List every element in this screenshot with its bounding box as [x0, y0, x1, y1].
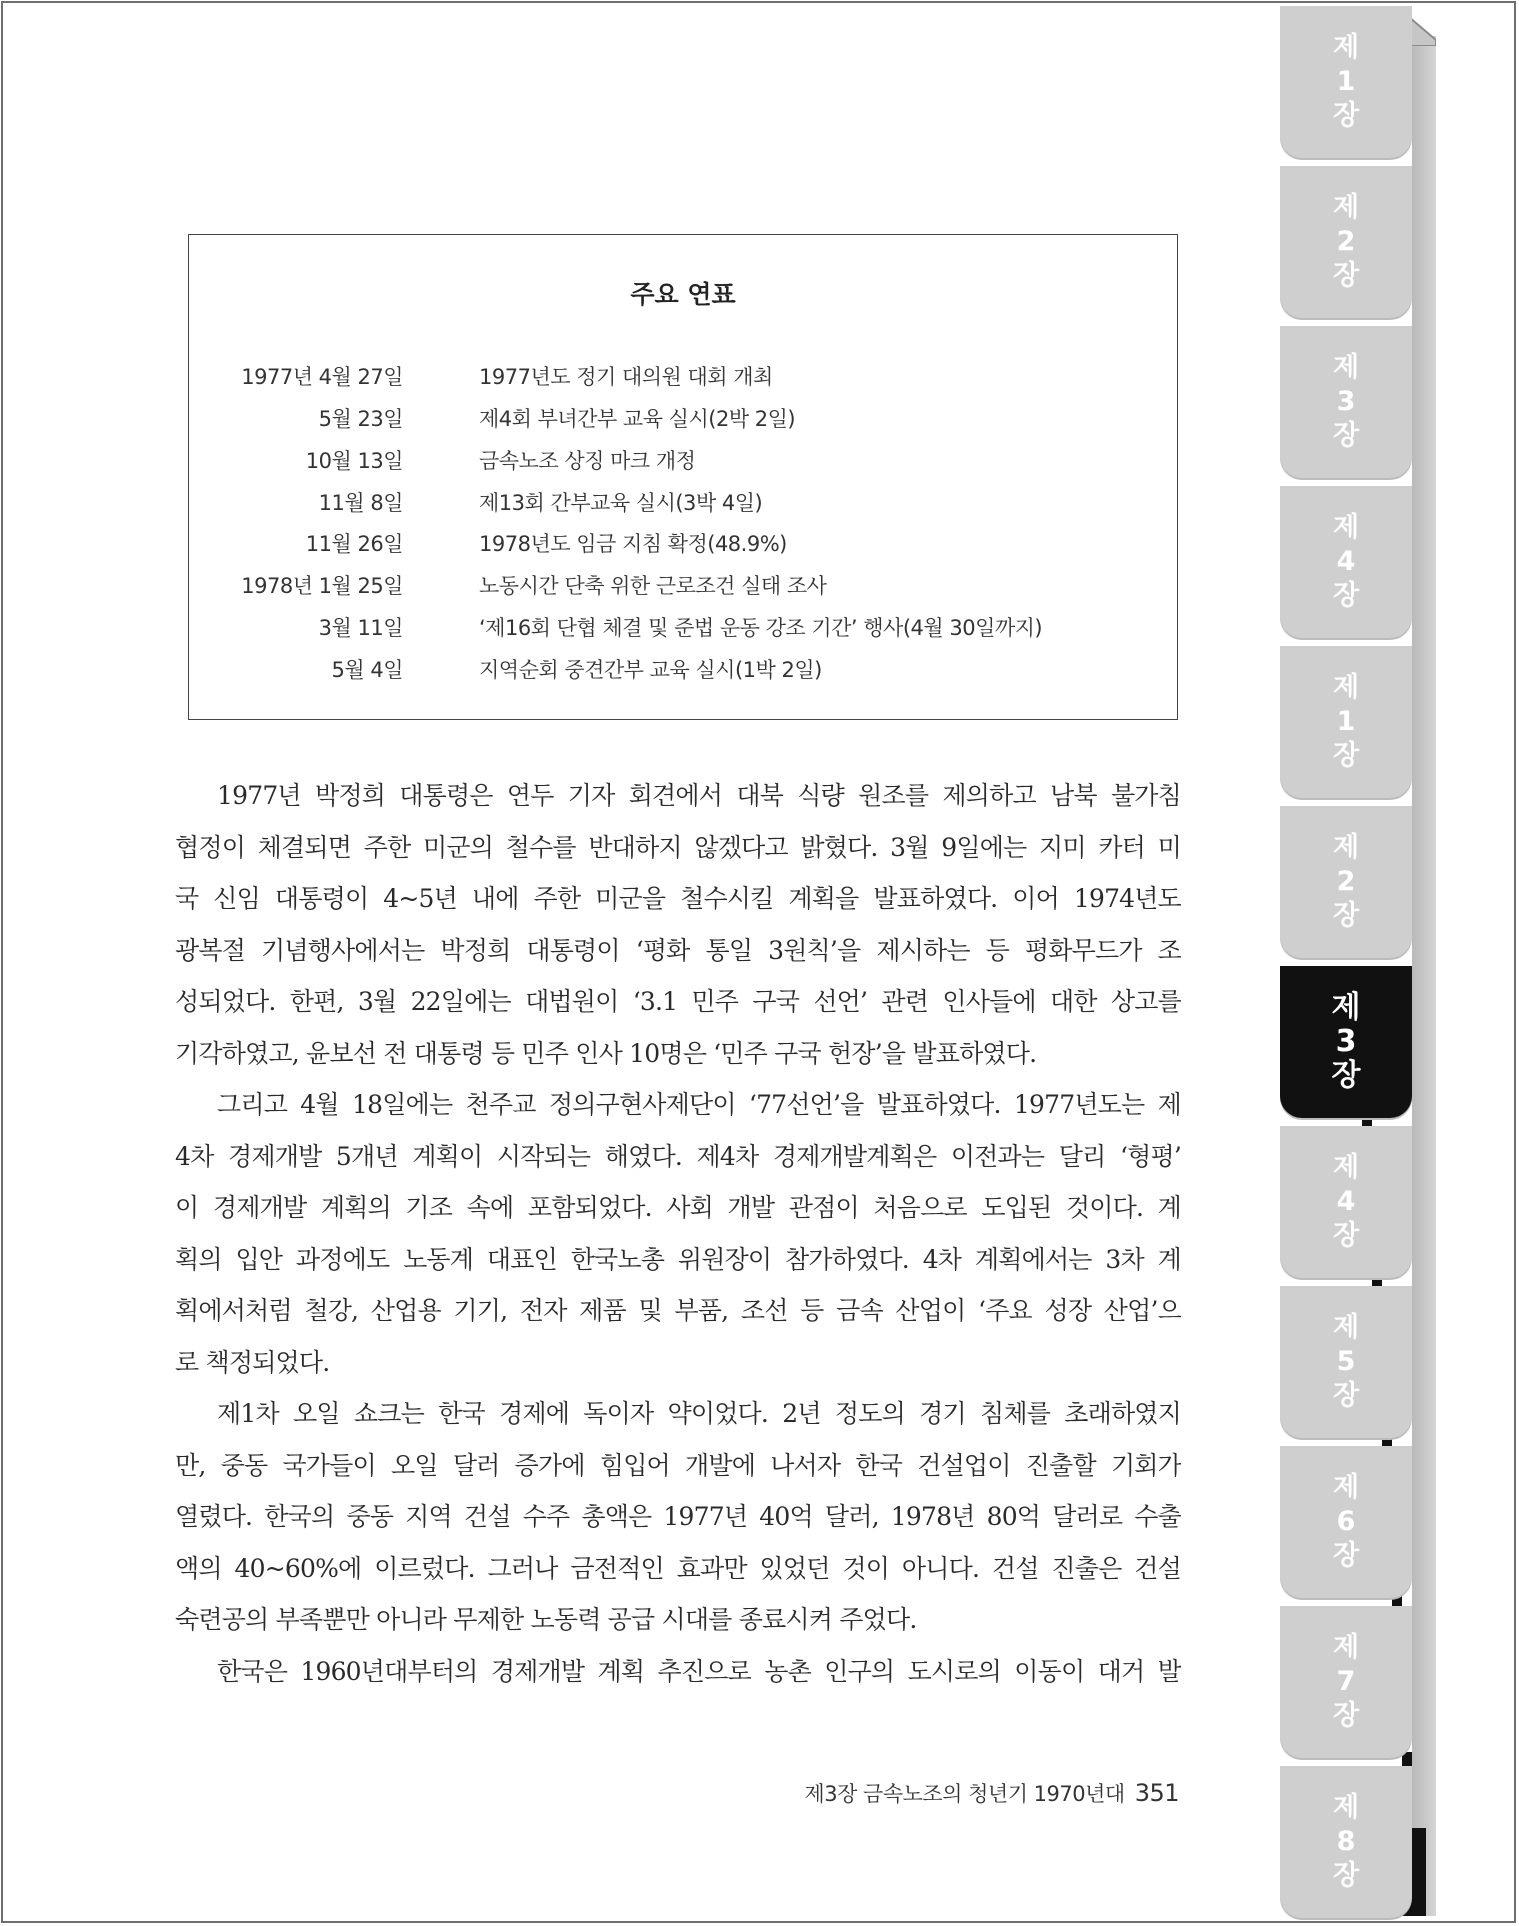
chronology-row [189, 487, 1177, 527]
chapter-tab[interactable]: 제 7 장 [1280, 1606, 1412, 1758]
chronology-title: 주요 연표 [630, 280, 736, 309]
chapter-tab[interactable]: 제 5 장 [1280, 1286, 1412, 1438]
body-text [175, 770, 1181, 1697]
body-line: 획에서처럼 철강, 산업용 기기, 전자 제품 및 부품, 조선 등 금속 산업이 ‘주요 성장 산업’으 [175, 1296, 1181, 1325]
chapter-tab[interactable]: 제 1 장 [1280, 646, 1412, 798]
chronology-date: 5월 23일 [318, 407, 403, 431]
body-line: 숙련공의 부족뿐만 아니라 무제한 노동력 공급 시대를 종료시켜 주었다. [175, 1605, 917, 1634]
body-line: 제1차 오일 쇼크는 한국 경제에 독이자 약이었다. 2년 정도의 경기 침체를 초래하였지 [217, 1399, 1181, 1428]
chronology-date: 1977년 4월 27일 [241, 365, 403, 389]
chronology-event: 1977년도 정기 대의원 대회 개최 [479, 365, 773, 389]
chapter-tab-active[interactable]: 제 3 장 [1280, 966, 1412, 1118]
chapter-tab[interactable]: 제 8 장 [1280, 1766, 1412, 1918]
chronology-row [189, 445, 1177, 485]
chronology-date: 10월 13일 [305, 449, 403, 473]
chronology-event: 지역순회 중견간부 교육 실시(1박 2일) [479, 658, 822, 682]
body-line: 1977년 박정희 대통령은 연두 기자 회견에서 대북 식량 원조를 제의하고 남북 불가침 [217, 781, 1181, 810]
chronology-box [188, 234, 1178, 720]
body-line: 4차 경제개발 5개년 계획이 시작되는 해였다. 제4차 경제개발계획은 이전과는 달리 ‘형평’ [175, 1141, 1181, 1171]
chronology-date: 11월 26일 [305, 532, 403, 556]
body-line: 이 경제개발 계획의 기조 속에 포함되었다. 사회 개발 관점이 처음으로 도입된 것이다. 계 [175, 1193, 1181, 1222]
chapter-tab[interactable]: 제 1 장 [1280, 6, 1412, 158]
page-number: 351 [1134, 1779, 1179, 1807]
chronology-event: 금속노조 상징 마크 개정 [479, 449, 696, 473]
body-line: 열렸다. 한국의 중동 지역 건설 수주 총액은 1977년 40억 달러, 1978년 80억 달러로 수출 [175, 1502, 1181, 1531]
body-line: 로 책정되었다. [175, 1347, 330, 1377]
chronology-event: 노동시간 단축 위한 근로조건 실태 조사 [479, 574, 827, 598]
chronology-row [189, 612, 1177, 652]
chronology-event: ‘제16회 단협 체결 및 준법 운동 강조 기간’ 행사(4월 30일까지) [479, 616, 1043, 640]
chronology-event: 제13회 간부교육 실시(3박 4일) [479, 491, 763, 515]
chronology-event: 제4회 부녀간부 교육 실시(2박 2일) [479, 407, 796, 431]
chapter-tab[interactable]: 제 4 장 [1280, 1126, 1412, 1278]
body-line: 협정이 체결되면 주한 미군의 철수를 반대하지 않겠다고 밝혔다. 3월 9일에는 지미 카터 미 [175, 832, 1181, 862]
chronology-row [189, 654, 1177, 694]
chronology-row [189, 570, 1177, 610]
chronology-date: 1978년 1월 25일 [241, 574, 403, 598]
chronology-date: 5월 4일 [331, 658, 403, 682]
body-line: 기각하였고, 윤보선 전 대통령 등 민주 인사 10명은 ‘민주 구국 헌장’을 발표하였다. [175, 1038, 1037, 1068]
chapter-tab[interactable]: 제 4 장 [1280, 486, 1412, 638]
chronology-row [189, 528, 1177, 568]
page-footer [804, 1778, 1179, 1808]
body-line: 성되었다. 한편, 3월 22일에는 대법원이 ‘3.1 민주 구국 선언’ 관련 인사들에 대한 상고를 [175, 987, 1181, 1016]
body-line: 획의 입안 과정에도 노동계 대표인 한국노총 위원장이 참가하였다. 4차 계획에서는 3차 계 [175, 1244, 1181, 1274]
chapter-tab[interactable]: 제 6 장 [1280, 1446, 1412, 1598]
body-line: 한국은 1960년대부터의 경제개발 계획 추진으로 농촌 인구의 도시로의 이동이 대거 발 [217, 1656, 1181, 1686]
chronology-row [189, 403, 1177, 443]
chapter-tabs [1280, 6, 1430, 1918]
body-line: 국 신임 대통령이 4~5년 내에 주한 미군을 철수시킬 계획을 발표하였다. 이어 1974년도 [175, 884, 1181, 913]
body-line: 그리고 4월 18일에는 천주교 정의구현사제단이 ‘77선언’을 발표하였다. 1977년도는 제 [217, 1090, 1181, 1119]
chapter-tab[interactable]: 제 2 장 [1280, 806, 1412, 958]
chapter-tab[interactable]: 제 2 장 [1280, 166, 1412, 318]
chapter-tab[interactable]: 제 3 장 [1280, 326, 1412, 478]
footer-chapter-title: 제3장 금속노조의 청년기 1970년대 [804, 1782, 1125, 1806]
body-line: 액의 40~60%에 이르렀다. 그러나 금전적인 효과만 있었던 것이 아니다. 건설 진출은 건설 [175, 1553, 1181, 1583]
chronology-row [189, 361, 1177, 401]
chronology-event: 1978년도 임금 지침 확정(48.9%) [479, 532, 787, 556]
body-line: 광복절 기념행사에서는 박정희 대통령이 ‘평화 통일 3원칙’을 제시하는 등 평화무드가 조 [175, 935, 1181, 965]
chronology-date: 3월 11일 [318, 616, 403, 640]
body-line: 만, 중동 국가들이 오일 달러 증가에 힘입어 개발에 나서자 한국 건설업이 진출할 기회가 [175, 1450, 1181, 1480]
chronology-date: 11월 8일 [318, 491, 403, 515]
